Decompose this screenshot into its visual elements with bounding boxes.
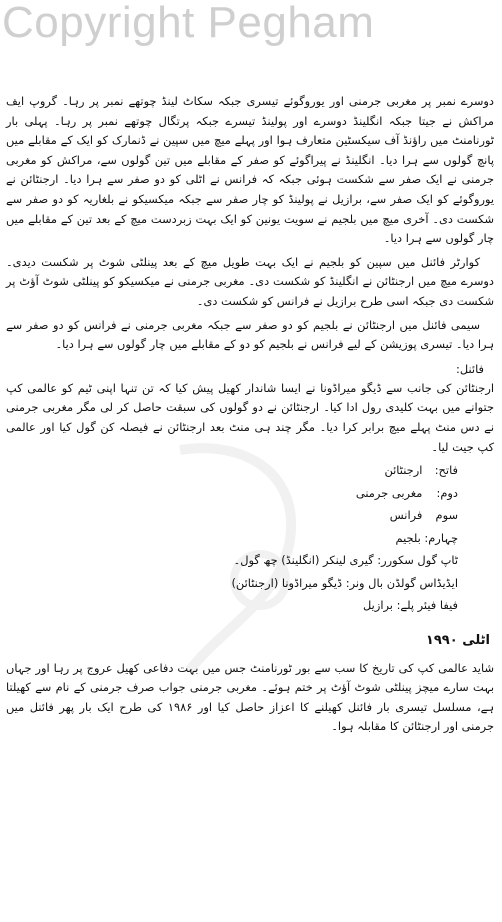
result-key: دوم: (436, 485, 458, 500)
result-value: گیری لینکر (انگلینڈ) چھ گول۔ (233, 553, 374, 568)
result-row-top-scorer (6, 549, 458, 572)
watermark-text: Copyright Pegham (2, 0, 375, 47)
result-value: فرانس (389, 508, 423, 523)
result-key: سوم (435, 508, 458, 523)
paragraph-italy-1990: شاید عالمی کپ کی تاریخ کا سب سے بور ٹورنامنٹ جس میں بہت دفاعی کھیل عروج پر رہا اور جہاں بہت سارے میچز پینلٹی شوٹ آؤٹ پر ختم ہوئے۔ مغربی جرمنی جواب صرف جرمنی کے نام سے کھیلتا ہے، مسلسل تیسری بار فائنل کھیلنے کا اعزاز حاصل کیا اور ۱۹۸۶ کی طرح ایک بار پھر فائنل میں جرمنی اور ارجنٹائن کا مقابلہ ہوا۔ (6, 660, 495, 734)
result-row-fair-play (6, 594, 458, 617)
paragraph-round-of-sixteen: دوسرے نمبر پر مغربی جرمنی اور یوروگوئے تیسری جبکہ سکاٹ لینڈ چوتھے نمبر پر رہا۔ گروپ ایف مراکش نے جیتا جبکہ انگلینڈ دوسرے اور پولینڈ تیسرے جبکہ پرتگال چوتھے نمبر پر رہا۔ پہلی بار ٹورنامنٹ میں راؤنڈ آف سیکسٹین متعارف ہوا اور پہلے میچ میں سپین نے ڈنمارک کو ایک کے مقابلے میں پانچ گولوں سے ہرا دیا۔ انگلینڈ نے پیراگوئے کو صفر کے مقابلے میں تین گولوں سے، مراکش کو مغربی جرمنی نے ایک صفر سے شکست ہوئی جبکہ کہ فرانس نے اٹلی کو دو صفر سے ہرا دیا۔ ارجنٹائن نے یوروگوئے کو ایک صفر سے، برازیل نے پولینڈ کو چار صفر سے جبکہ میکسیکو نے بلغاریہ کو دو صفر سے شکست دی۔ آخری میچ میں بلجیم نے سویت یونین کو ایک بہت زبردست میچ کے بعد تین کے مقابلے میں چار گولوں سے ہرا دیا۔ (6, 94, 494, 246)
result-row-winner (6, 459, 458, 482)
result-value: بلجیم (395, 530, 421, 545)
document-body (6, 92, 494, 737)
result-key: فیفا فیئر پلے: (396, 598, 458, 613)
paragraph-semi-finals: سیمی فائنل میں ارجنٹائن نے بلجیم کو دو صفر سے جبکہ مغربی جرمنی نے فرانس کو دو صفر سے ہرا دیا۔ تیسری پوزیشن کے لیے فرانس نے بلجیم کو دو کے مقابلے میں چار گولوں سے ہرا دیا۔ (6, 317, 494, 352)
result-row-golden-ball (6, 572, 458, 595)
result-value: ڈیگو میراڈونا (ارجنٹائن) (231, 575, 343, 590)
final-heading: فائنل: (456, 361, 484, 376)
result-row-third (6, 504, 458, 527)
section-title-italy-1990: اٹلی ۱۹۹۰ (425, 632, 490, 648)
result-value: ارجنٹائن (384, 463, 423, 478)
result-key: ٹاپ گول سکورر: (377, 553, 458, 568)
paragraph-final: ارجنٹائن کی جانب سے ڈیگو میراڈونا نے ایسا شاندار کھیل پیش کیا کہ تن تنہا اپنی ٹیم کو عالمی کپ جتوانے میں بہت کلیدی رول ادا کیا۔ ارجنٹائن نے دو گولوں کی سبقت حاصل کر لی مگر مغربی جرمنی نے دس منٹ پہلے میچ برابر کرا دیا۔ مگر چند ہی منٹ بعد ارجنٹائن نے فیصلہ کن گول کیا اور عالمی کپ جیت لیا۔ (6, 380, 494, 454)
result-row-second (6, 482, 458, 505)
result-value: مغربی جرمنی (355, 485, 423, 500)
results-list (6, 459, 494, 617)
result-value: برازیل (363, 598, 393, 613)
result-key: ایڈیڈاس گولڈن بال ونر: (345, 575, 458, 590)
result-key: چہارم: (424, 530, 458, 545)
paragraph-quarter-finals: کوارٹر فائنل میں سپین کو بلجیم نے ایک بہت طویل میچ کے بعد پینلٹی شوٹ پر شکست دیدی۔ دوسرے میچ میں ارجنٹائن نے انگلینڈ کو شکست دی۔ مغربی جرمنی نے میکسیکو کو پینلٹی شوٹ آؤٹ پر شکست دی جبکہ اسی طرح برازیل نے فرانس کو شکست دی۔ (6, 254, 494, 308)
result-key: فاتح: (434, 463, 458, 478)
result-row-fourth (6, 527, 458, 550)
